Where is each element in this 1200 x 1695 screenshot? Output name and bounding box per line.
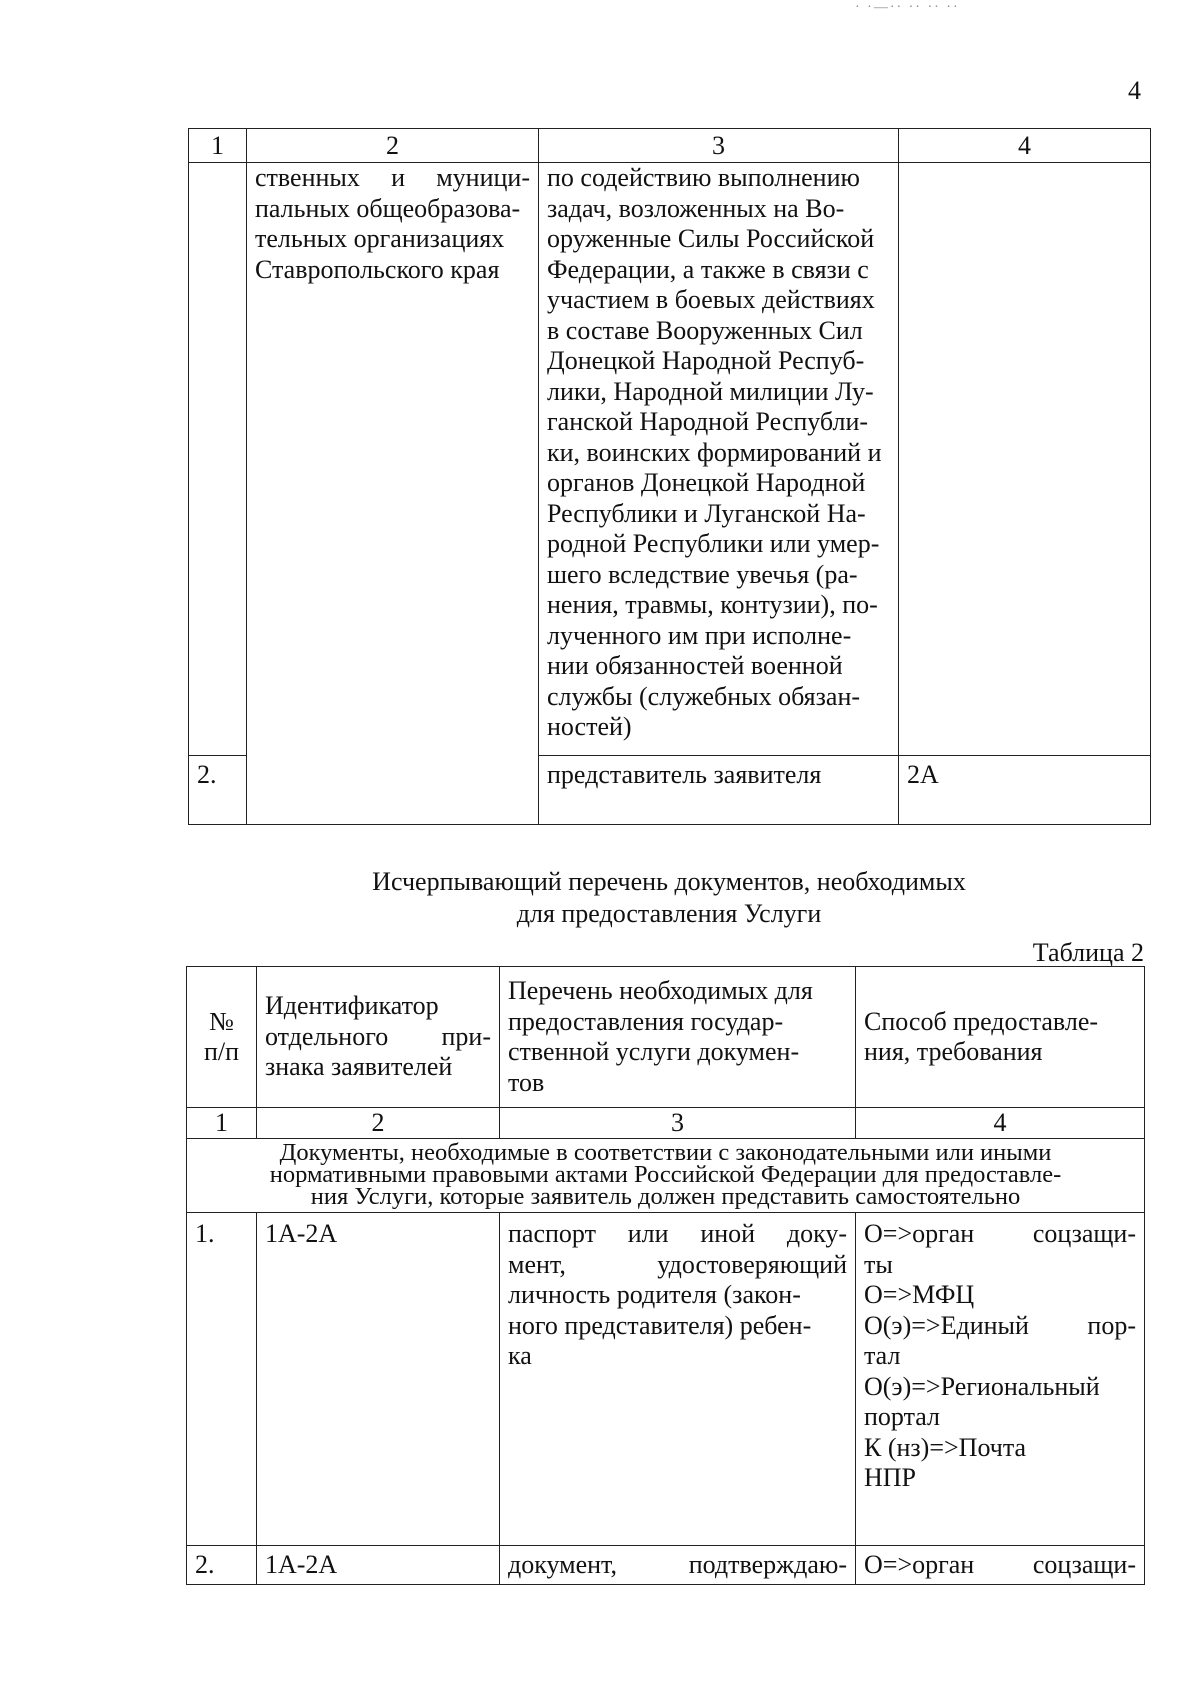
row-identifier: 1А-2А [257, 1213, 500, 1546]
row-document [500, 1546, 856, 1585]
table1-description-cell [539, 163, 899, 756]
documents-table [186, 966, 1145, 1585]
text-line: ния Услуги, которые заявитель должен представить самостоятельно [310, 1183, 1021, 1210]
text-line: Документы, необходимые в соответствии с законодательными или иными [279, 1139, 1052, 1166]
table2-section-row [187, 1139, 1145, 1213]
page-number: 4 [1128, 76, 1141, 105]
text-line: ностей) [547, 712, 632, 741]
table2-header-identifier [257, 967, 500, 1108]
column-number: 4 [856, 1108, 1145, 1139]
text-line: личность родителя (закон- [508, 1280, 801, 1309]
text-line: органов Донецкой Народной [547, 468, 866, 497]
row-number: 1. [187, 1213, 257, 1546]
table-number-label: Таблица 2 [1032, 938, 1144, 967]
text-line: Федерации, а также в связи с [547, 254, 869, 284]
text-line: Республики и Луганской На- [547, 498, 866, 528]
text-line: № [209, 1006, 234, 1036]
text-line: портал [864, 1402, 940, 1431]
text-line: отдельного при- [265, 1021, 491, 1051]
table1-header-cell: 1 [189, 129, 247, 163]
table-row [187, 1546, 1145, 1585]
text-line: лики, Народной милиции Лу- [547, 376, 874, 406]
table1-org-cell [247, 163, 539, 825]
column-number: 3 [500, 1108, 856, 1139]
table1-code-cell: 2А [899, 756, 1151, 825]
table1-header-cell: 4 [899, 129, 1151, 163]
text-line: предоставления государ- [508, 1006, 784, 1036]
text-line: участием в боевых действиях [547, 285, 875, 314]
table2-header-method [856, 967, 1145, 1108]
text-line: по содействию выполнению [547, 163, 860, 192]
scan-artifact: · ·—·· ·· ·· ·· [855, 0, 960, 15]
text-line: ганской Народной Республи- [547, 407, 869, 436]
text-line: нения, травмы, контузии), по- [547, 590, 878, 619]
text-line: оруженные Силы Российской [547, 224, 875, 253]
text-line: тов [508, 1067, 545, 1097]
text-line: О(э)=>Единый пор- [864, 1310, 1136, 1340]
row-document [500, 1213, 856, 1546]
column-number: 2 [257, 1108, 500, 1139]
text-line: мент, удостоверяющий [508, 1249, 847, 1279]
table1-num-cell [189, 163, 247, 756]
table1-description-cell: представитель заявителя [539, 756, 899, 825]
text-line: тал [864, 1341, 901, 1370]
applicants-table-continuation [188, 128, 1151, 825]
text-line: ственной услуги докумен- [508, 1037, 800, 1066]
row-number: 2. [187, 1546, 257, 1585]
table1-header-cell: 2 [247, 129, 539, 163]
table1-header-cell: 3 [539, 129, 899, 163]
text-line: документ, подтверждаю- [508, 1550, 847, 1579]
text-line: паспорт или иной доку- [508, 1219, 847, 1248]
table1-num-cell: 2. [189, 756, 247, 825]
table2-header-number [187, 967, 257, 1108]
text-line: задач, возложенных на Во- [547, 193, 845, 223]
text-line: НПР [864, 1463, 917, 1492]
text-line: ка [508, 1341, 532, 1370]
text-line: Идентификатор [265, 991, 439, 1021]
text-line: Ставропольского края [255, 254, 500, 284]
text-line: К (нз)=>Почта [864, 1432, 1027, 1462]
text-line: лученного им при исполне- [547, 620, 852, 650]
table2-header-row [187, 967, 1145, 1108]
table2-column-numbers-row [187, 1108, 1145, 1139]
text-line: п/п [203, 1037, 240, 1066]
text-line: знака заявителей [265, 1052, 453, 1082]
text-line: в составе Вооруженных Сил [547, 315, 863, 345]
row-method [856, 1546, 1145, 1585]
text-line: ственных и муници- [255, 163, 530, 192]
table1-code-cell [899, 163, 1151, 756]
row-method [856, 1213, 1145, 1546]
text-line: родной Республики или умер- [547, 529, 880, 558]
text-line: ки, воинских формирований и [547, 437, 882, 467]
text-line: нии обязанностей военной [547, 651, 843, 680]
text-line: ного представителя) ребен- [508, 1310, 812, 1340]
text-line: Способ предоставле- [864, 1006, 1099, 1036]
heading-line: Исчерпывающий перечень документов, необходимых [372, 867, 966, 896]
section-title [187, 1139, 1145, 1213]
text-line: службы (служебных обязан- [547, 681, 861, 711]
text-line: Донецкой Народной Респуб- [547, 346, 865, 375]
text-line: О=>МФЦ [864, 1280, 975, 1309]
text-line: Перечень необходимых для [508, 976, 813, 1005]
text-line: ты [864, 1249, 893, 1279]
table2-header-documents [500, 967, 856, 1108]
heading-line: для предоставления Услуги [516, 899, 822, 928]
column-number: 1 [187, 1108, 257, 1139]
text-line: О=>орган соцзащи- [864, 1550, 1136, 1579]
table1-row-continued [189, 163, 1151, 756]
text-line: О=>орган соцзащи- [864, 1219, 1136, 1248]
table1-header-row [189, 129, 1151, 163]
row-identifier: 1А-2А [257, 1546, 500, 1585]
text-line: нормативными правовыми актами Российской Федерации для предоставле- [269, 1161, 1062, 1188]
text-line: О(э)=>Региональный [864, 1371, 1100, 1401]
text-line: пальных общеобразова- [255, 193, 521, 223]
section-heading [188, 866, 1150, 930]
text-line: шего вследствие увечья (ра- [547, 559, 858, 589]
table-row [187, 1213, 1145, 1546]
text-line: ния, требования [864, 1037, 1043, 1066]
text-line: тельных организациях [255, 224, 505, 253]
